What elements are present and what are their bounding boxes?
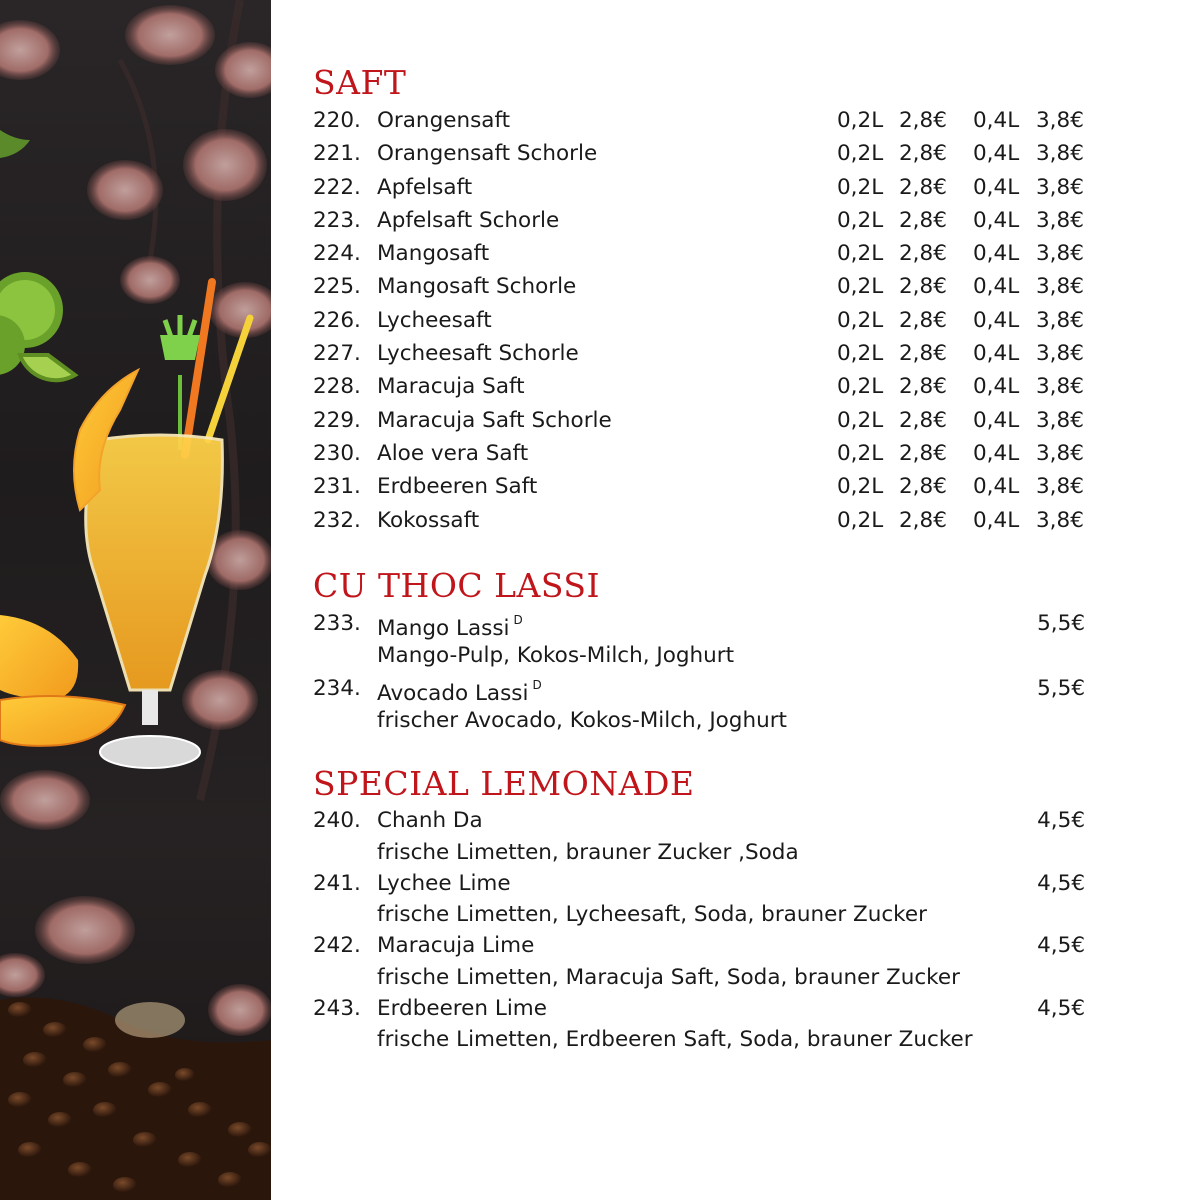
price-large: 3,8€ [1036,474,1084,500]
volume-large: 0,4L [973,141,1020,167]
mango-pieces [0,615,125,746]
menu-item-row [313,337,1093,370]
price-small: 2,8€ [899,241,947,267]
item-description: frische Limetten, Lycheesaft, Soda, brauner Zucker [377,902,927,928]
menu-item-row [313,437,1093,470]
item-number: 226. [313,307,361,333]
price-small: 2,8€ [899,207,947,233]
item-name: Avocado Lassi [377,681,529,707]
item-number: 225. [313,274,361,300]
item-name: Maracuja Saft [377,374,525,400]
volume-small: 0,2L [837,307,884,333]
price-small: 2,8€ [899,507,947,533]
item-number: 221. [313,141,361,167]
volume-large: 0,4L [973,274,1020,300]
menu-item-row [313,930,1093,962]
price-large: 3,8€ [1036,407,1084,433]
volume-small: 0,2L [837,108,884,133]
price-large: 3,8€ [1036,241,1084,267]
volume-small: 0,2L [837,274,884,300]
item-number: 229. [313,407,361,433]
item-number: 240. [313,808,361,834]
item-number: 222. [313,174,361,200]
section-lassi [313,565,1093,738]
price-large: 3,8€ [1036,274,1084,300]
menu-item-row [313,470,1093,503]
item-number: 223. [313,207,361,233]
volume-small: 0,2L [837,474,884,500]
lassi-item-list [313,607,1093,738]
section-title-lassi: CU THOC LASSI [313,565,601,605]
menu-item-row [313,607,1093,640]
item-number: 231. [313,474,361,500]
price-small: 2,8€ [899,374,947,400]
item-number: 232. [313,507,361,533]
menu-item-row [313,805,1093,837]
section-title-lemonade: SPECIAL LEMONADE [313,764,695,804]
volume-large: 0,4L [973,307,1020,333]
volume-large: 0,4L [973,341,1020,367]
menu-item-row [313,270,1093,303]
item-number: 241. [313,870,361,896]
lime-slices [0,130,75,380]
item-name: Erdbeeren Lime [377,995,547,1021]
item-number: 233. [313,610,361,636]
volume-large: 0,4L [973,108,1020,133]
menu-item-row [313,304,1093,337]
item-name: Lychee Lime [377,870,511,896]
item-name: Erdbeeren Saft [377,474,538,500]
item-name: Mangosaft Schorle [377,274,577,300]
menu-item-row [313,993,1093,1025]
volume-small: 0,2L [837,440,884,466]
item-name: Lycheesaft Schorle [377,341,579,367]
volume-small: 0,2L [837,141,884,167]
section-saft [313,62,1093,537]
section-spacer [313,537,1093,565]
volume-large: 0,4L [973,474,1020,500]
volume-large: 0,4L [973,174,1020,200]
item-name: Kokossaft [377,507,480,533]
menu-item-row [313,370,1093,403]
item-price: 5,5€ [1037,676,1085,702]
volume-small: 0,2L [837,507,884,533]
item-price: 4,5€ [1037,933,1085,959]
menu-item-row [313,204,1093,237]
item-price: 4,5€ [1037,995,1085,1021]
item-name: Orangensaft Schorle [377,141,598,167]
item-name: Orangensaft [377,108,511,133]
volume-large: 0,4L [973,374,1020,400]
item-name: Chanh Da [377,808,483,834]
volume-small: 0,2L [837,174,884,200]
price-small: 2,8€ [899,174,947,200]
menu-item-row [313,672,1093,705]
menu-item-row [313,237,1093,270]
lemonade-item-list [313,805,1093,1055]
volume-large: 0,4L [973,241,1020,267]
item-name-wrap [377,868,511,900]
price-small: 2,8€ [899,274,947,300]
item-description: frischer Avocado, Kokos-Milch, Joghurt [377,708,787,734]
item-price: 4,5€ [1037,808,1085,834]
price-small: 2,8€ [899,474,947,500]
item-name: Mangosaft [377,241,490,267]
drink-photo-panel [0,0,271,1200]
price-large: 3,8€ [1036,108,1084,133]
section-lemonade [313,763,1093,1055]
item-description: frische Limetten, Maracuja Saft, Soda, brauner Zucker [377,964,960,990]
item-name: Apfelsaft [377,174,473,200]
price-small: 2,8€ [899,440,947,466]
item-number: 228. [313,374,361,400]
price-large: 3,8€ [1036,374,1084,400]
menu-item-row [313,868,1093,900]
saft-item-list [313,104,1093,537]
volume-large: 0,4L [973,207,1020,233]
item-number: 243. [313,995,361,1021]
item-name: Maracuja Lime [377,933,535,959]
item-name: Apfelsaft Schorle [377,207,560,233]
item-price: 4,5€ [1037,870,1085,896]
price-small: 2,8€ [899,108,947,133]
item-name: Aloe vera Saft [377,440,529,466]
dairy-marker: D [513,612,523,627]
item-name-wrap [377,930,534,962]
menu-item-row [313,504,1093,537]
mango-lassi-illustration [0,0,271,1200]
item-name: Mango Lassi [377,616,510,642]
item-number: 227. [313,341,361,367]
price-large: 3,8€ [1036,507,1084,533]
item-number: 234. [313,676,361,702]
volume-small: 0,2L [837,341,884,367]
volume-large: 0,4L [973,407,1020,433]
item-description: frische Limetten, Erdbeeren Saft, Soda, brauner Zucker [377,1027,973,1053]
volume-small: 0,2L [837,207,884,233]
volume-small: 0,2L [837,407,884,433]
price-small: 2,8€ [899,141,947,167]
volume-large: 0,4L [973,507,1020,533]
section-spacer [313,737,1093,763]
item-price: 5,5€ [1037,610,1085,636]
price-large: 3,8€ [1036,341,1084,367]
item-number: 242. [313,933,361,959]
menu-item-row [313,404,1093,437]
price-large: 3,8€ [1036,174,1084,200]
item-name-wrap [377,805,483,837]
price-small: 2,8€ [899,407,947,433]
volume-large: 0,4L [973,440,1020,466]
price-large: 3,8€ [1036,440,1084,466]
price-large: 3,8€ [1036,207,1084,233]
volume-small: 0,2L [837,241,884,267]
item-number: 230. [313,440,361,466]
price-large: 3,8€ [1036,307,1084,333]
menu-item-row [313,171,1093,204]
item-number: 220. [313,108,361,133]
item-name: Lycheesaft [377,307,492,333]
menu-content [313,62,1093,1055]
menu-item-row [313,137,1093,170]
item-name: Maracuja Saft Schorle [377,407,612,433]
item-name-wrap [377,993,547,1025]
dairy-marker: D [532,678,542,693]
item-description: frische Limetten, brauner Zucker ,Soda [377,839,799,865]
price-small: 2,8€ [899,307,947,333]
price-small: 2,8€ [899,341,947,367]
price-large: 3,8€ [1036,141,1084,167]
item-number: 224. [313,241,361,267]
volume-small: 0,2L [837,374,884,400]
menu-item-row [313,104,1093,137]
section-title-saft: SAFT [313,63,407,102]
item-description: Mango-Pulp, Kokos-Milch, Joghurt [377,643,735,669]
